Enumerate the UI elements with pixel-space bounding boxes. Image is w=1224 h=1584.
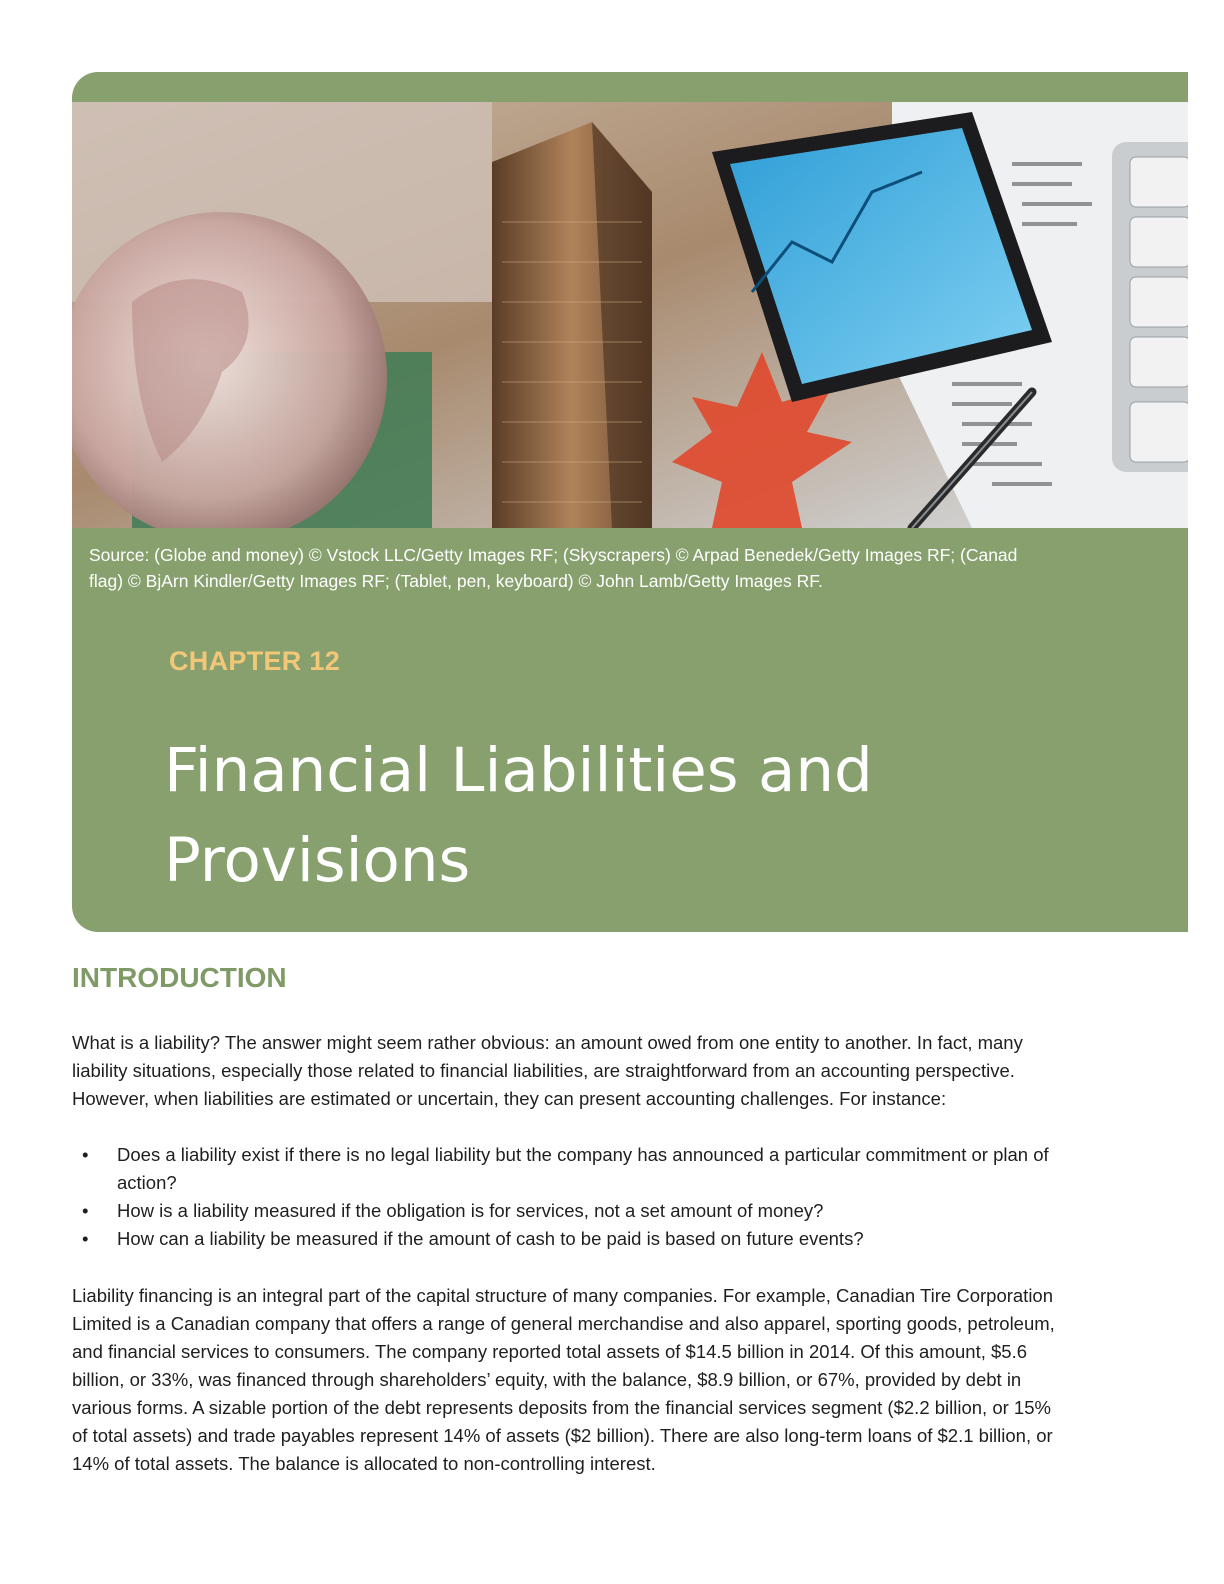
list-item: [72, 1197, 1142, 1225]
list-item: [72, 1141, 1142, 1197]
chapter-opener-photo: [72, 102, 1188, 528]
chapter-title-line: Provisions: [164, 825, 471, 896]
list-item-text: action?: [117, 1172, 177, 1193]
bullet-icon: •: [82, 1144, 89, 1165]
collage-image: [72, 102, 1188, 528]
text-line: liability situations, especially those related to financial liabilities, are straightforward from an accounting perspective.: [72, 1060, 1015, 1081]
question-list: [72, 1141, 1142, 1253]
list-item-text: How can a liability be measured if the amount of cash to be paid is based on future events?: [117, 1228, 864, 1249]
photo-credit-line: Source: (Globe and money) © Vstock LLC/Getty Images RF; (Skyscrapers) © Arpad Benedek/Getty Images RF; (Canad: [89, 545, 1018, 565]
section-heading: INTRODUCTION: [72, 962, 287, 993]
body-paragraph: [72, 1282, 1142, 1478]
text-line: of total assets) and trade payables represent 14% of assets ($2 billion). There are also long-term loans of $2.1 billion, or: [72, 1425, 1053, 1446]
text-line: Limited is a Canadian company that offers a range of general merchandise and also apparel, sporting goods, petroleum,: [72, 1313, 1055, 1334]
photo-credit-line: flag) © BjArn Kindler/Getty Images RF; (Tablet, pen, keyboard) © John Lamb/Getty Images RF.: [89, 571, 823, 591]
text-line: various forms. A sizable portion of the debt represents deposits from the financial services segment ($2.2 billion, or 15%: [72, 1397, 1051, 1418]
list-item: [72, 1225, 1142, 1253]
list-item-text: How is a liability measured if the obligation is for services, not a set amount of money?: [117, 1200, 824, 1221]
bullet-icon: •: [82, 1228, 89, 1249]
text-line: Liability financing is an integral part of the capital structure of many companies. For example, Canadian Tire Corporation: [72, 1285, 1054, 1306]
chapter-number: CHAPTER 12: [169, 646, 341, 676]
chapter-title-line: Financial Liabilities and: [164, 735, 873, 806]
bullet-icon: •: [82, 1200, 89, 1221]
text-line: What is a liability? The answer might seem rather obvious: an amount owed from one entity to another. In fact, many: [72, 1032, 1023, 1053]
photo-credit: [89, 542, 1188, 594]
text-line: However, when liabilities are estimated or uncertain, they can present accounting challenges. For instance:: [72, 1088, 947, 1109]
text-line: 14% of total assets. The balance is allocated to non-controlling interest.: [72, 1453, 656, 1474]
chapter-title: [164, 726, 1164, 906]
chapter-banner: [72, 72, 1188, 932]
text-line: billion, or 33%, was financed through shareholders’ equity, with the balance, $8.9 billion, or 67%, provided by debt in: [72, 1369, 1022, 1390]
text-line: and financial services to consumers. The company reported total assets of $14.5 billion in 2014. Of this amount, $5.6: [72, 1341, 1027, 1362]
intro-paragraph: [72, 1029, 1142, 1113]
list-item-text: Does a liability exist if there is no legal liability but the company has announced a particular commitment or plan of: [117, 1144, 1049, 1165]
